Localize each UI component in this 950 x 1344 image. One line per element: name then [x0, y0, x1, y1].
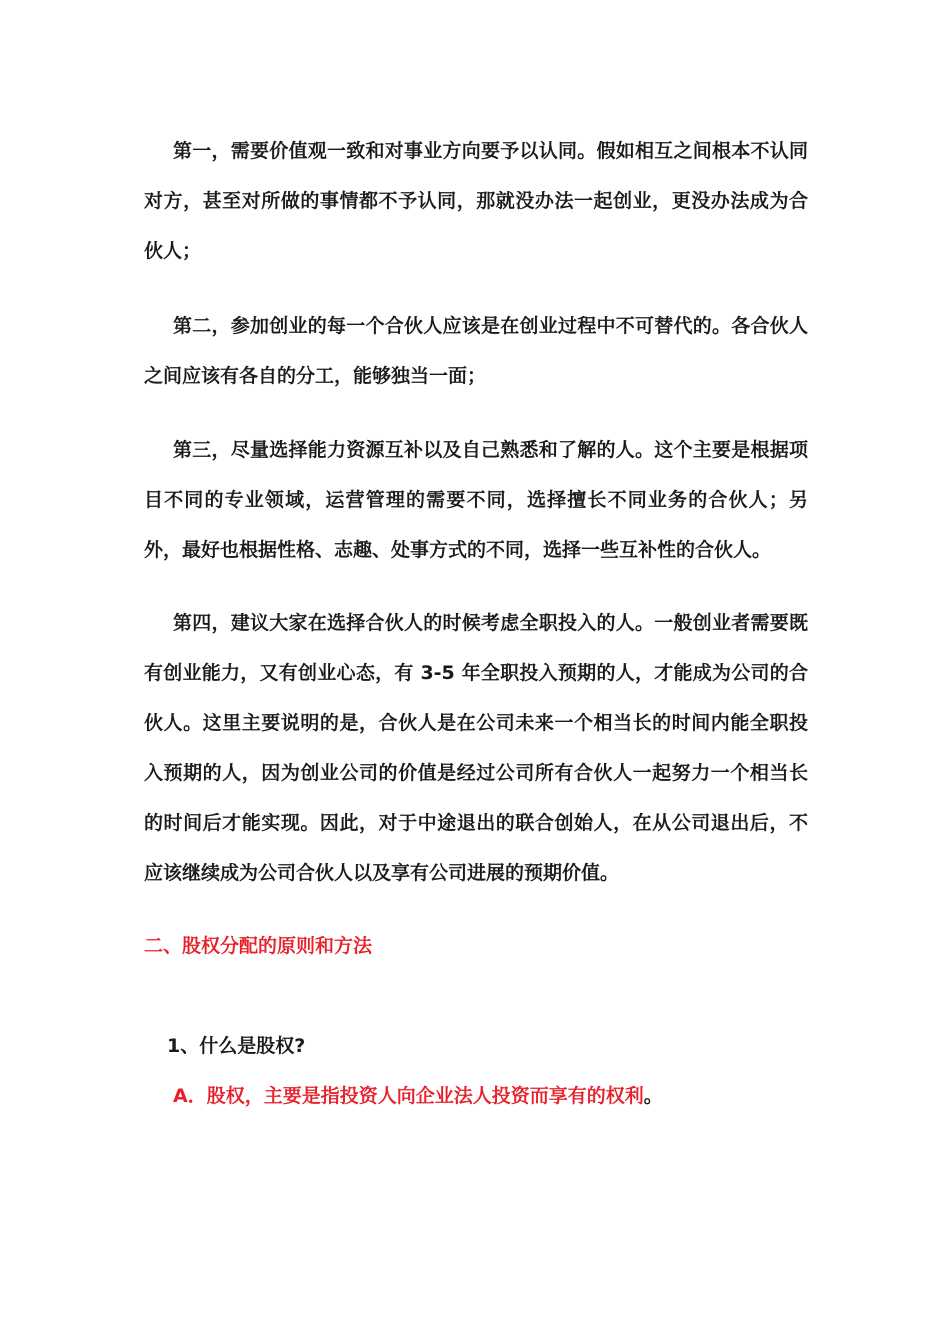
paragraph-fourth: 第四，建议大家在选择合伙人的时候考虑全职投入的人。一般创业者需要既有创业能力，又有创业心态，有 3-5 年全职投入预期的人，才能成为公司的合伙人。这里主要说明的是，合伙人是在公司未来一个相当长的时间内能全职投入预期的人，因为创业公司的价值是经过公司所有合伙人一起努力一个相当长的时间后才能实现。因此，对于中途退出的联合创始人，在从公司退出后，不应该继续成为公司合伙人以及享有公司进展的预期价值。	[144, 612, 808, 884]
paragraph-third: 第三，尽量选择能力资源互补以及自己熟悉和了解的人。这个主要是根据项目不同的专业领域，运营管理的需要不同，选择擅长不同业务的合伙人；另外，最好也根据性格、志趣、处事方式的不同，选择一些互补性的合伙人。	[144, 439, 808, 561]
paragraph-first: 第一，需要价值观一致和对事业方向要予以认同。假如相互之间根本不认同对方，甚至对所做的事情都不予认同，那就没办法一起创业，更没办法成为合伙人；	[144, 140, 808, 262]
answer-tail: 。	[643, 1085, 663, 1107]
answer-highlight: A．股权，主要是指投资人向企业法人投资而享有的权利	[173, 1085, 644, 1107]
answer-line	[173, 1080, 663, 1112]
section-heading: 二、股权分配的原则和方法	[144, 935, 373, 957]
question-heading: 1、什么是股权?	[167, 1035, 306, 1057]
paragraph-second: 第二，参加创业的每一个合伙人应该是在创业过程中不可替代的。各合伙人之间应该有各自的分工，能够独当一面；	[144, 315, 808, 387]
